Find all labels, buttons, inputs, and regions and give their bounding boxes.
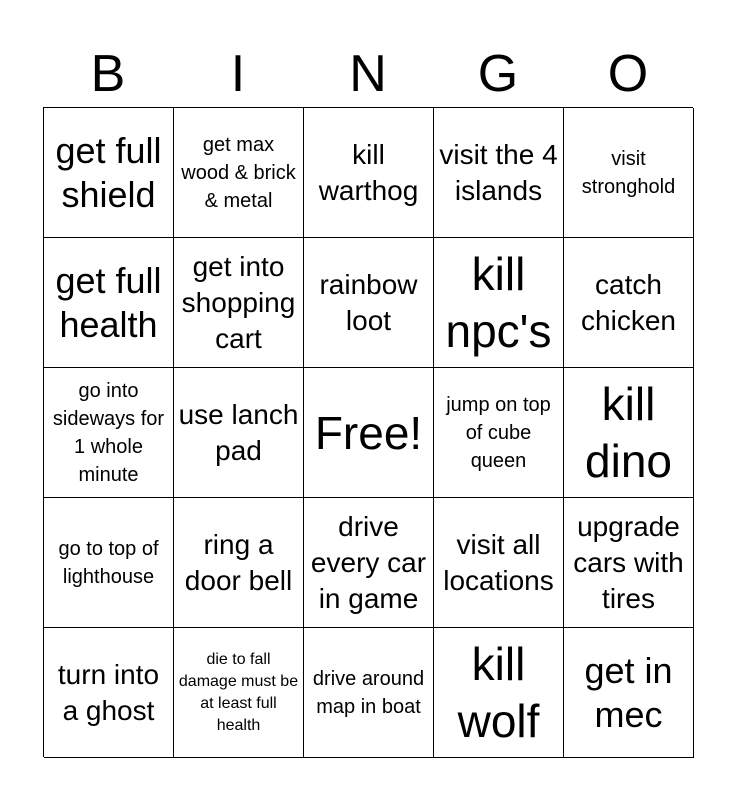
cell-label: kill wolf — [457, 637, 540, 747]
bingo-cell-r1-c4[interactable] — [434, 108, 564, 238]
bingo-cell-r4-c2[interactable] — [174, 498, 304, 628]
bingo-cell-r4-c3[interactable] — [304, 498, 434, 628]
bingo-cell-r1-c3[interactable] — [304, 108, 434, 238]
cell-label: turn into a ghost — [57, 658, 160, 726]
header-letter-i: I — [230, 45, 246, 103]
cell-label: catch chicken — [581, 268, 676, 336]
header-letter-b: B — [90, 45, 126, 103]
bingo-cell-r4-c4[interactable] — [434, 498, 564, 628]
bingo-cell-r3-c1[interactable] — [44, 368, 174, 498]
cell-label: go into sideways for 1 whole minute — [52, 379, 165, 486]
cell-label: get in mec — [584, 649, 673, 735]
bingo-cell-r2-c5[interactable] — [564, 238, 694, 368]
cell-label: rainbow loot — [319, 268, 418, 336]
free-space-label: Free! — [314, 406, 423, 459]
cell-label: kill warthog — [318, 138, 419, 206]
bingo-cell-r1-c2[interactable] — [174, 108, 304, 238]
cell-label: jump on top of cube queen — [446, 393, 551, 472]
bingo-cell-r5-c1[interactable] — [44, 628, 174, 758]
header-letter-o: O — [607, 45, 649, 103]
bingo-cell-r2-c3[interactable] — [304, 238, 434, 368]
cell-label: upgrade cars with tires — [573, 510, 684, 614]
cell-label: visit stronghold — [581, 147, 676, 198]
cell-label: die to fall damage must be at least full health — [178, 650, 299, 734]
bingo-cell-r1-c1[interactable] — [44, 108, 174, 238]
cell-label: kill npc's — [445, 247, 552, 357]
bingo-cell-r3-c5[interactable] — [564, 368, 694, 498]
bingo-cell-r4-c5[interactable] — [564, 498, 694, 628]
cell-label: kill dino — [585, 377, 672, 487]
cell-label: drive every car in game — [310, 510, 427, 614]
bingo-cell-r2-c2[interactable] — [174, 238, 304, 368]
cell-label: get max wood & brick & metal — [181, 133, 296, 212]
bingo-cell-r2-c1[interactable] — [44, 238, 174, 368]
bingo-cell-r2-c4[interactable] — [434, 238, 564, 368]
bingo-cell-r3-c2[interactable] — [174, 368, 304, 498]
header-letter-g: G — [477, 45, 519, 103]
cell-label: visit the 4 islands — [439, 138, 558, 206]
bingo-cell-r5-c4[interactable] — [434, 628, 564, 758]
bingo-cell-free[interactable] — [304, 368, 434, 498]
bingo-cell-r5-c5[interactable] — [564, 628, 694, 758]
bingo-header — [43, 40, 693, 108]
cell-label: use lanch pad — [178, 398, 299, 466]
bingo-cell-r5-c3[interactable] — [304, 628, 434, 758]
cell-label: get full shield — [55, 129, 162, 215]
bingo-cell-r4-c1[interactable] — [44, 498, 174, 628]
cell-label: get into shopping cart — [181, 250, 296, 354]
cell-label: get full health — [55, 259, 162, 345]
cell-label: go to top of lighthouse — [58, 537, 159, 588]
bingo-board — [43, 107, 693, 757]
cell-label: drive around map in boat — [312, 667, 425, 718]
header-letter-n: N — [349, 45, 387, 103]
cell-label: visit all locations — [443, 528, 554, 596]
bingo-cell-r1-c5[interactable] — [564, 108, 694, 238]
bingo-cell-r3-c4[interactable] — [434, 368, 564, 498]
cell-label: ring a door bell — [184, 528, 293, 596]
bingo-cell-r5-c2[interactable] — [174, 628, 304, 758]
